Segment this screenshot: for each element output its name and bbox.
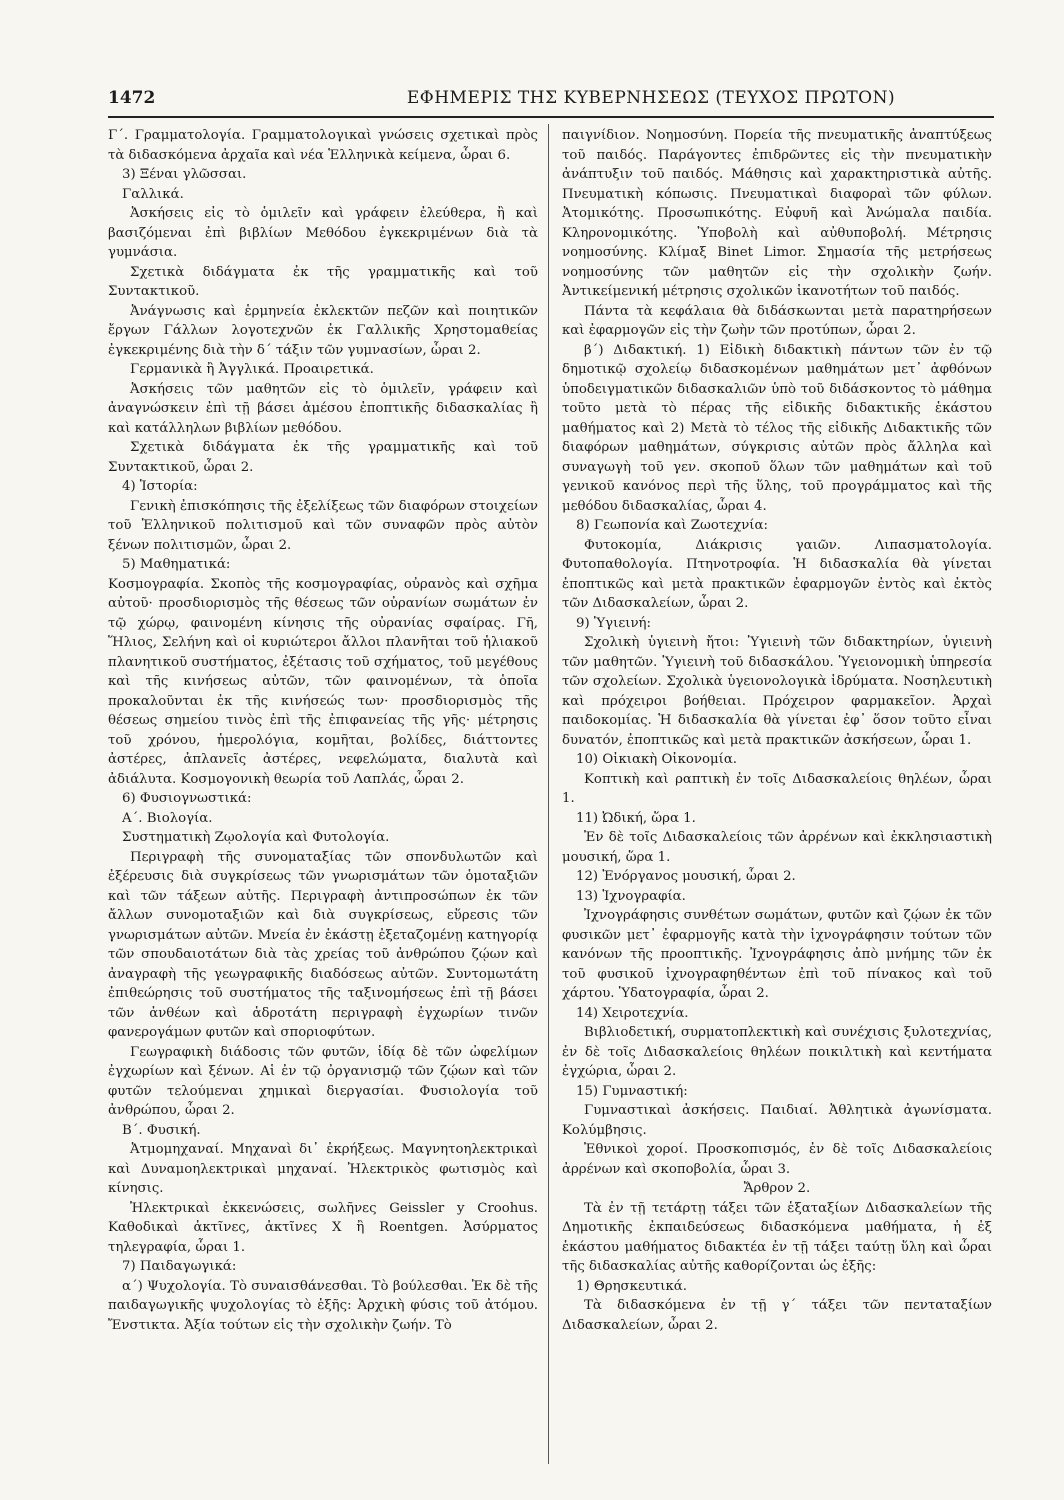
paragraph: Τὰ ἐν τῇ τετάρτῃ τάξει τῶν ἑξαταξίων Διδασκαλείων τῆς Δημοτικῆς ἐκπαιδεύσεως διδασκόμενα μαθήματα, ἡ ἐξ ἑκάστου μαθήματος διδακτέα ἐν τῇ τάξει ταύτῃ ὕλη καὶ ὧραι τῆς διδασκαλίας αὐτῆς καθορίζονται ὡς ἑξῆς:: [562, 1200, 992, 1274]
section-heading: 1) Θρησκευτικά.: [576, 1278, 688, 1294]
subheading: Α΄. Βιολογία.: [122, 810, 213, 826]
paragraph: Τὰ διδασκόμενα ἐν τῇ γ΄ τάξει τῶν πενταταξίων Διδασκαλείων, ὧραι 2.: [562, 1298, 992, 1333]
page-header: [108, 86, 994, 118]
page-number: 1472: [108, 88, 156, 108]
paragraph: Ἀτμομηχαναί. Μηχαναὶ δι᾽ ἐκρήξεως. Μαγνητοηλεκτρικαὶ καὶ Δυναμοηλεκτρικαὶ μηχαναί. Ἠλεκτρικὸς φωτισμὸς καὶ κίνησις.: [108, 1142, 538, 1196]
paragraph: β΄) Διδακτική. 1) Εἰδικὴ διδακτικὴ πάντων τῶν ἐν τῷ δημοτικῷ σχολείῳ διδασκομένων μαθημάτων μετ᾽ ἀφθόνων ὑποδειγματικῶν διδασκαλιῶν ὑπὸ τοῦ διδάσκοντος τὸ μάθημα τοῦτο μετὰ τὸ πέρας τῆς εἰδικῆς διδακτικῆς ἑκάστου μαθήματος καὶ 2) Μετὰ τὸ τέλος τῆς εἰδικῆς Διδακτικῆς τῶν διαφόρων μαθημάτων, σύγκρισις αὐτῶν πρὸς ἄλληλα καὶ συναγωγὴ τοῦ γεν. σκοποῦ ὅλων τῶν μαθημάτων καὶ τοῦ γενικοῦ κανόνος περὶ τῆς ὕλης, τοῦ προγράμματος καὶ τῆς μεθόδου διδασκαλίας, ὧραι 4.: [562, 342, 992, 514]
paragraph: Γυμναστικαὶ ἀσκήσεις. Παιδιαί. Ἀθλητικὰ ἀγωνίσματα. Κολύμβησις.: [562, 1103, 992, 1138]
paragraph: Ἐν δὲ τοῖς Διδασκαλείοις τῶν ἀρρένων καὶ ἐκκλησιαστικὴ μουσική, ὥρα 1.: [562, 830, 992, 865]
section-heading: 5) Μαθηματικά:: [122, 557, 231, 572]
subheading: Γερμανικὰ ἢ Ἀγγλικά. Προαιρετικά.: [130, 362, 374, 377]
running-title: ΕΦΗΜΕΡΙΣ ΤΗΣ ΚΥΒΕΡΝΗΣΕΩΣ (ΤΕΥΧΟΣ ΠΡΩΤΟΝ): [406, 88, 896, 108]
article-heading: Ἄρθρον 2.: [743, 1181, 811, 1196]
paragraph: Σχολικὴ ὑγιεινὴ ἤτοι: Ὑγιεινὴ τῶν διδακτηρίων, ὑγιεινὴ τῶν μαθητῶν. Ὑγιεινὴ τοῦ διδασκάλου. Ὑγειονομικὴ ὑπηρεσία τῶν σχολείων. Σχολικὰ ὑγειονολογικὰ ἱδρύματα. Νοσηλευτικὴ καὶ πρόχειροι βοήθειαι. Πρόχειρον φαρμακεῖον. Ἀρχαὶ παιδοκομίας. Ἡ διδασκαλία θὰ γίνεται ἐφ᾽ ὅσον τοῦτο εἶναι δυνατόν, ἐποπτικῶς καὶ μετὰ πρακτικῶν ἀσκήσεων, ὧραι 1.: [562, 635, 992, 748]
section-heading: 15) Γυμναστική:: [576, 1083, 688, 1099]
section-heading: 11) Ὠδική, ὥρα 1.: [576, 810, 696, 826]
paragraph: Ἐθνικοὶ χοροί. Προσκοπισμός, ἐν δὲ τοῖς Διδασκαλείοις ἀρρένων καὶ σκοποβολία, ὧραι 3.: [562, 1142, 992, 1177]
section-heading: 8) Γεωπονία καὶ Ζωοτεχνία:: [576, 518, 768, 533]
section-heading: 10) Οἰκιακὴ Οἰκονομία.: [576, 752, 738, 767]
paragraph: Γεωγραφικὴ διάδοσις τῶν φυτῶν, ἰδίᾳ δὲ τῶν ὠφελίμων ἐγχωρίων καὶ ξένων. Αἱ ἐν τῷ ὀργανισμῷ τῶν ζῴων καὶ τῶν φυτῶν τελούμεναι χημικαὶ διεργασίαι. Φυσιολογία τοῦ ἀνθρώπου, ὧραι 2.: [108, 1044, 538, 1118]
section-heading: 14) Χειροτεχνία.: [576, 1005, 689, 1021]
subheading: Γαλλικά.: [122, 186, 184, 202]
paragraph: Περιγραφὴ τῆς συνοματαξίας τῶν σπονδυλωτῶν καὶ ἐξέρευσις διὰ συγκρίσεως τῶν γνωρισμάτων τῶν ὁμοταξιῶν καὶ τῶν τάξεων αὐτῆς. Περιγραφὴ ἀντιπροσώπων ἐκ τῶν ἄλλων συνομοταξιῶν καὶ διὰ συγκρίσεως, εὕρεσις τῶν γνωρισμάτων αὐτῶν. Μνεία ἐν ἑκάστῃ ἐξεταζομένῃ κατηγορίᾳ τῶν σπουδαιοτάτων διὰ τὰς χρείας τοῦ ἀνθρώπου ζῴων καὶ ἀναγραφὴ τῆς γεωγραφικῆς διαδόσεως αὐτῶν. Συντομωτάτη ἐπιθεώρησις τοῦ συστήματος τῆς ταξινομήσεως ἐπὶ τῇ βάσει τῶν ἀνθέων καὶ ἁδροτάτη περιγραφὴ ἐγχωρίων τινῶν φανερογάμων φυτῶν καὶ σποριοφύτων.: [108, 849, 538, 1040]
section-heading: 3) Ξέναι γλῶσσαι.: [122, 167, 247, 182]
paragraph: Γ΄. Γραμματολογία. Γραμματολογικαὶ γνώσεις σχετικαὶ πρὸς τὰ διδασκόμενα ἀρχαῖα καὶ νέα Ἑλληνικὰ κείμενα, ὧραι 6.: [108, 128, 538, 163]
subheading: Β΄. Φυσική.: [122, 1122, 201, 1138]
section-heading: 4) Ἱστορία:: [122, 479, 198, 494]
paragraph: Ἠλεκτρικαὶ ἐκκενώσεις, σωλῆνες Geissler y Croohus. Καθοδικαὶ ἀκτῖνες, ἀκτῖνες Χ ἢ Roentgen. Ἀσύρματος τηλεγραφία, ὧραι 1.: [108, 1200, 538, 1255]
section-heading: 6) Φυσιογνωστικά:: [122, 791, 252, 806]
paragraph: Ἰχνογράφησις συνθέτων σωμάτων, φυτῶν καὶ ζῴων ἐκ τῶν φυσικῶν μετ᾽ ἐφαρμογῆς κατὰ τὴν ἰχνογράφησιν τούτων τῶν κανόνων τῆς προοπτικῆς. Ἰχνογράφησις ἀπὸ μνήμης τῶν ἐκ τοῦ φυσικοῦ ἰχνογραφηθέντων ἐπὶ τοῦ πίνακος καὶ τοῦ χάρτου. Ὑδατογραφία, ὧραι 2.: [562, 908, 992, 1001]
paragraph: α΄) Ψυχολογία. Τὸ συναισθάνεσθαι. Τὸ βούλεσθαι. Ἐκ δὲ τῆς παιδαγωγικῆς ψυχολογίας τὸ ἑξῆς: Ἀρχικὴ φύσις τοῦ ἀτόμου. Ἔνστικτα. Ἀξία τούτων εἰς τὴν σχολικὴν ζωήν. Τὸ: [108, 1278, 538, 1333]
paragraph: Κοσμογραφία. Σκοπὸς τῆς κοσμογραφίας, οὐρανὸς καὶ σχῆμα αὐτοῦ· προσδιορισμὸς τῆς θέσεως τῶν οὐρανίων σωμάτων ἐν τῷ χώρῳ, φαινομένη κίνησις τῆς οὐρανίας σφαίρας. Γῆ, Ἥλιος, Σελήνη καὶ οἱ κυριώτεροι ἄλλοι πλανῆται τοῦ ἡλιακοῦ πλανητικοῦ συστήματος, ἐξέτασις τοῦ σχήματος, τοῦ μεγέθους καὶ τῆς κινήσεως αὐτῶν, τῶν φαινομένων, τὰ ὁποῖα προκαλοῦνται ἐκ τῆς κινήσεώς των· προσδιορισμὸς τῆς θέσεως σημείου τινὸς ἐπὶ τῆς ἐπιφανείας τῆς γῆς· μέτρησις τοῦ χρόνου, ἡμερολόγια, κομῆται, βολίδες, διάττοντες ἀστέρες, ἀπλανεῖς ἀστέρες, νεφελώματα, διαλυτὰ καὶ ἀδιάλυτα. Κοσμογονικὴ θεωρία τοῦ Λαπλάς, ὧραι 2.: [108, 576, 538, 787]
section-heading: 13) Ἰχνογραφία.: [576, 888, 686, 904]
paragraph: Ἀνάγνωσις καὶ ἑρμηνεία ἐκλεκτῶν πεζῶν καὶ ποιητικῶν ἔργων Γάλλων λογοτεχνῶν ἐκ Γαλλικῆς Χρηστομαθείας ἐγκεκριμένης διὰ τὴν δ΄ τάξιν τῶν γυμνασίων, ὧραι 2.: [108, 303, 538, 358]
section-heading: 12) Ἐνόργανος μουσική, ὧραι 2.: [576, 869, 796, 884]
paragraph: Σχετικὰ διδάγματα ἐκ τῆς γραμματικῆς καὶ τοῦ Συντακτικοῦ, ὧραι 2.: [108, 440, 538, 475]
paragraph: Φυτοκομία, Διάκρισις γαιῶν. Λιπασματολογία. Φυτοπαθολογία. Πτηνοτροφία. Ἡ διδασκαλία θὰ γίνεται ἐποπτικῶς καὶ μετὰ πρακτικῶν ἐφαρμογῶν ἐντὸς καὶ ἐκτὸς τῶν Διδασκαλείων, ὧραι 2.: [562, 537, 992, 611]
paragraph: Σχετικὰ διδάγματα ἐκ τῆς γραμματικῆς καὶ τοῦ Συντακτικοῦ.: [108, 264, 538, 299]
paragraph: Ἀσκήσεις εἰς τὸ ὁμιλεῖν καὶ γράφειν ἐλεύθερα, ἢ καὶ βασιζόμεναι ἐπὶ βιβλίων Μεθόδου ἐγκεκριμένων διὰ τὰ γυμνάσια.: [108, 206, 538, 260]
subheading: Συστηματικὴ Ζῳολογία καὶ Φυτολογία.: [122, 830, 390, 845]
section-heading: 9) Ὑγιεινή:: [576, 615, 651, 631]
paragraph: Ἀσκήσεις τῶν μαθητῶν εἰς τὸ ὁμιλεῖν, γράφειν καὶ ἀναγνώσκειν ἐπὶ τῇ βάσει ἀμέσου ἐποπτικῆς διδασκαλίας ἢ καὶ κατάλληλων βιβλίων μεθόδου.: [108, 381, 538, 436]
right-column: [562, 126, 992, 1461]
left-column: [108, 126, 538, 1461]
paragraph: Βιβλιοδετική, συρματοπλεκτικὴ καὶ συνέχισις ξυλοτεχνίας, ἐν δὲ τοῖς Διδασκαλείοις θηλέων ποικιλτικὴ καὶ κεντήματα ἐγχώρια, ὧραι 2.: [562, 1025, 992, 1079]
column-divider: [548, 124, 549, 1464]
paragraph: Γενικὴ ἐπισκόπησις τῆς ἐξελίξεως τῶν διαφόρων στοιχείων τοῦ Ἑλληνικοῦ πολιτισμοῦ καὶ τῶν συναφῶν πρὸς αὐτὸν ξένων πολιτισμῶν, ὧραι 2.: [108, 498, 538, 553]
paragraph: Κοπτικὴ καὶ ραπτικὴ ἐν τοῖς Διδασκαλείοις θηλέων, ὧραι 1.: [562, 771, 992, 806]
paragraph: Πάντα τὰ κεφάλαια θὰ διδάσκωνται μετὰ παρατηρήσεων καὶ ἐφαρμογῶν εἰς τὴν ζωὴν τῶν προτύπων, ὧραι 2.: [562, 303, 992, 338]
paragraph: παιγνίδιον. Νοημοσύνη. Πορεία τῆς πνευματικῆς ἀναπτύξεως τοῦ παιδός. Παράγοντες ἐπιδρῶντες εἰς τὴν πνευματικὴν ἀνάπτυξιν τοῦ παιδός. Μάθησις καὶ χαρακτηριστικὰ αὐτῆς. Πνευματικὴ κόπωσις. Πνευματικαὶ διαφοραὶ τῶν φύλων. Ἀτομικότης. Προσωπικότης. Εὐφυῆ καὶ Ἀνώμαλα παιδία. Κληρονομικότης. Ὑποβολὴ καὶ αὐθυποβολή. Μέτρησις νοημοσύνης. Κλίμαξ Binet Limor. Σημασία τῆς μετρήσεως νοημοσύνης τῶν μαθητῶν εἰς τὴν σχολικὴν ζωήν. Ἀντικείμενική μέτρησις σχολικῶν ἱκανοτήτων τοῦ παιδός.: [562, 128, 992, 299]
section-heading: 7) Παιδαγωγικά:: [122, 1259, 237, 1274]
